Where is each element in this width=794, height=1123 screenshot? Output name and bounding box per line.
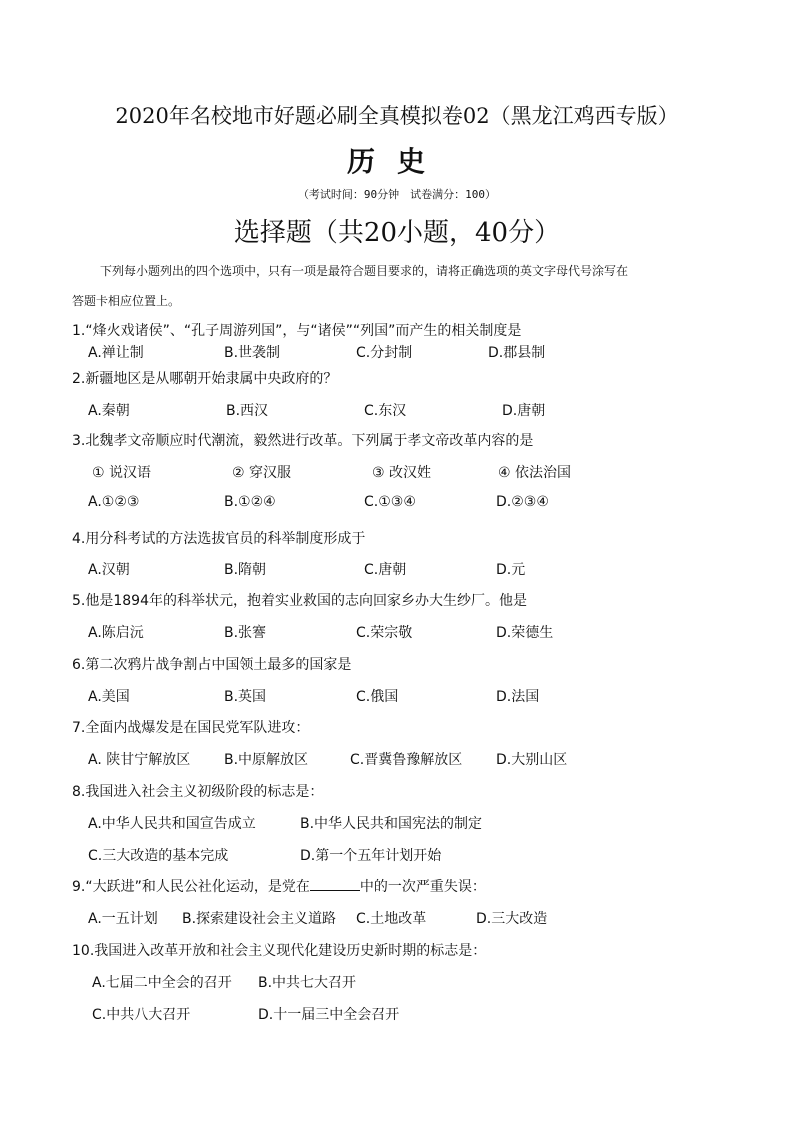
q10-option-b: B.中共七大召开 [258, 975, 357, 991]
q9-option-a: A.一五计划 [88, 911, 158, 927]
q9-option-b: B.探索建设社会主义道路 [182, 911, 337, 927]
subject-title: 历史 [346, 145, 447, 178]
q9-option-c: C.土地改革 [356, 911, 427, 927]
q8-option-d: D.第一个五年计划开始 [300, 848, 442, 864]
question-8-stem: 8.我国进入社会主义初级阶段的标志是： [72, 784, 324, 800]
q6-option-c: C.俄国 [356, 689, 399, 705]
question-2-stem: 2.新疆地区是从哪朝开始隶属中央政府的？ [72, 371, 338, 387]
q9-stem-part-2: 中的一次严重失误： [359, 879, 486, 895]
paper-title: 2020年名校地市好题必刷全真模拟卷02（黑龙江鸡西专版） [115, 104, 679, 128]
instruction-line-2: 答题卡相应位置上。 [72, 294, 181, 308]
q7-option-c: C.晋冀鲁豫解放区 [350, 752, 463, 768]
q10-option-c: C.中共八大召开 [92, 1007, 191, 1023]
q3-option-b: B.①②④ [224, 494, 276, 510]
q5-option-a: A.陈启沅 [88, 625, 144, 641]
q7-option-a: A. 陕甘宁解放区 [88, 752, 191, 768]
q4-option-c: C.唐朝 [364, 562, 407, 578]
q8-option-b: B.中华人民共和国宪法的制定 [300, 816, 483, 832]
q4-option-d: D.元 [496, 562, 526, 578]
section-title: 选择题（共20小题，40分） [233, 218, 561, 248]
q9-stem-part-1: 9.“大跃进”和人民公社化运动，是党在 [72, 879, 310, 895]
q10-option-d: D.十一届三中全会召开 [258, 1007, 400, 1023]
q7-option-b: B.中原解放区 [224, 752, 309, 768]
q5-option-b: B.张謇 [224, 625, 267, 641]
q2-option-a: A.秦朝 [88, 403, 130, 419]
q5-option-c: C.荣宗敬 [356, 625, 413, 641]
exam-info: （考试时间：90分钟 试卷满分：100） [297, 188, 497, 201]
q3-option-d: D.②③④ [496, 494, 549, 510]
q3-item-3: ③ 改汉姓 [372, 465, 432, 481]
q4-option-a: A.汉朝 [88, 562, 130, 578]
q1-option-c: C.分封制 [356, 345, 413, 361]
question-3-stem: 3.北魏孝文帝顺应时代潮流，毅然进行改革。下列属于孝文帝改革内容的是 [72, 433, 534, 449]
q2-option-b: B.西汉 [226, 403, 269, 419]
q3-item-1: ① 说汉语 [92, 465, 152, 481]
question-10-stem: 10.我国进入改革开放和社会主义现代化建设历史新时期的标志是： [72, 943, 487, 959]
q4-option-b: B.隋朝 [224, 562, 267, 578]
q1-option-a: A.禅让制 [88, 345, 144, 361]
q5-option-d: D.荣德生 [496, 625, 554, 641]
q2-option-d: D.唐朝 [502, 403, 546, 419]
q3-item-2: ② 穿汉服 [232, 465, 292, 481]
q6-option-a: A.美国 [88, 689, 130, 705]
question-7-stem: 7.全面内战爆发是在国民党军队进攻： [72, 720, 310, 736]
instruction-line-1: 下列每小题列出的四个选项中，只有一项是最符合题目要求的，请将正确选项的英文字母代号涂写在 [100, 264, 629, 278]
q3-option-c: C.①③④ [364, 494, 416, 510]
q6-option-b: B.英国 [224, 689, 267, 705]
q10-option-a: A.七届二中全会的召开 [92, 975, 232, 991]
q2-option-c: C.东汉 [364, 403, 407, 419]
q3-item-4: ④ 依法治国 [498, 465, 572, 481]
q8-option-c: C.三大改造的基本完成 [88, 848, 229, 864]
fill-in-blank [310, 878, 360, 891]
question-1-stem: 1.“烽火戏诸侯”、“孔子周游列国”，与“诸侯”“列国”而产生的相关制度是 [72, 323, 522, 339]
question-9-stem [72, 876, 486, 896]
question-4-stem: 4.用分科考试的方法选拔官员的科举制度形成于 [72, 531, 366, 547]
question-5-stem: 5.他是1894年的科举状元，抱着实业救国的志向回家乡办大生纱厂。他是 [72, 593, 527, 609]
q3-option-a: A.①②③ [88, 494, 140, 510]
q6-option-d: D.法国 [496, 689, 540, 705]
q1-option-b: B.世袭制 [224, 345, 281, 361]
question-6-stem: 6.第二次鸦片战争割占中国领土最多的国家是 [72, 657, 352, 673]
q8-option-a: A.中华人民共和国宣告成立 [88, 816, 256, 832]
q9-option-d: D.三大改造 [476, 911, 548, 927]
q7-option-d: D.大别山区 [496, 752, 568, 768]
q1-option-d: D.郡县制 [488, 345, 546, 361]
